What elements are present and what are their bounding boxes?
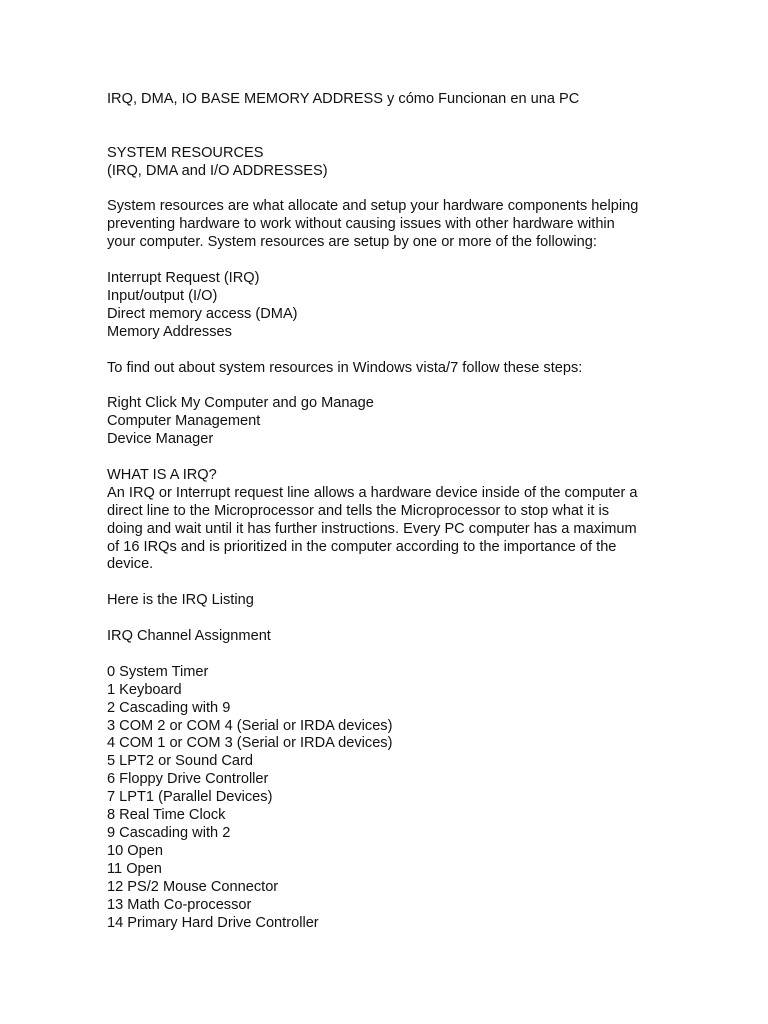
irq-assignment-item: 10 Open <box>107 842 163 859</box>
irq-paragraph-line: doing and wait until it has further instructions. Every PC computer has a maximum <box>107 520 637 537</box>
intro-paragraph-line: preventing hardware to work without causing issues with other hardware within <box>107 216 615 233</box>
intro-paragraph-line: your computer. System resources are setup by one or more of the following: <box>107 234 597 251</box>
irq-paragraph-line: An IRQ or Interrupt request line allows a hardware device inside of the computer a <box>107 484 638 501</box>
spacer <box>107 377 667 395</box>
irq-assignment-item: 13 Math Co-processor <box>107 896 252 913</box>
irq-assignment-item: 6 Floppy Drive Controller <box>107 771 269 788</box>
resource-list-item: Memory Addresses <box>107 323 232 340</box>
spacer <box>107 252 667 270</box>
section-subheading: (IRQ, DMA and I/O ADDRESSES) <box>107 162 328 179</box>
spacer <box>107 574 667 592</box>
step-item: Right Click My Computer and go Manage <box>107 395 374 412</box>
document-title: IRQ, DMA, IO BASE MEMORY ADDRESS y cómo Funcionan en una PC <box>107 91 580 107</box>
irq-assignment-item: 12 PS/2 Mouse Connector <box>107 878 279 895</box>
irq-assignment-item: 9 Cascading with 2 <box>107 825 231 841</box>
irq-paragraph-line: direct line to the Microprocessor and tells the Microprocessor to stop what it is <box>107 502 610 519</box>
irq-paragraph-line: of 16 IRQs and is prioritized in the computer according to the importance of the <box>107 538 617 555</box>
spacer <box>107 342 667 360</box>
intro-paragraph-line: System resources are what allocate and setup your hardware components helping <box>107 198 639 215</box>
spacer <box>107 181 667 199</box>
steps-intro: To find out about system resources in Windows vista/7 follow these steps: <box>107 359 583 376</box>
spacer <box>107 127 667 145</box>
irq-heading: WHAT IS A IRQ? <box>107 466 217 483</box>
document-body <box>107 91 667 932</box>
step-item: Computer Management <box>107 413 261 430</box>
irq-assignment-item: 4 COM 1 or COM 3 (Serial or IRDA devices) <box>107 735 393 752</box>
spacer <box>107 449 667 467</box>
section-heading: SYSTEM RESOURCES <box>107 144 264 161</box>
step-item: Device Manager <box>107 431 214 448</box>
irq-table-heading: IRQ Channel Assignment <box>107 628 271 645</box>
irq-assignment-item: 7 LPT1 (Parallel Devices) <box>107 789 273 806</box>
irq-assignment-item: 14 Primary Hard Drive Controller <box>107 914 319 931</box>
resource-list-item: Direct memory access (DMA) <box>107 305 298 322</box>
irq-assignment-item: 11 Open <box>107 860 162 877</box>
resource-list-item: Interrupt Request (IRQ) <box>107 270 260 286</box>
irq-paragraph-line: device. <box>107 556 154 573</box>
spacer <box>107 109 667 127</box>
irq-listing-intro: Here is the IRQ Listing <box>107 592 254 609</box>
spacer <box>107 610 667 628</box>
irq-assignment-item: 5 LPT2 or Sound Card <box>107 753 254 770</box>
irq-assignment-item: 8 Real Time Clock <box>107 807 226 824</box>
irq-assignment-item: 2 Cascading with 9 <box>107 699 231 716</box>
irq-assignment-item: 0 System Timer <box>107 663 209 680</box>
irq-assignment-item: 3 COM 2 or COM 4 (Serial or IRDA devices) <box>107 717 393 734</box>
irq-assignment-item: 1 Keyboard <box>107 681 182 698</box>
spacer <box>107 646 667 664</box>
resource-list-item: Input/output (I/O) <box>107 287 218 304</box>
